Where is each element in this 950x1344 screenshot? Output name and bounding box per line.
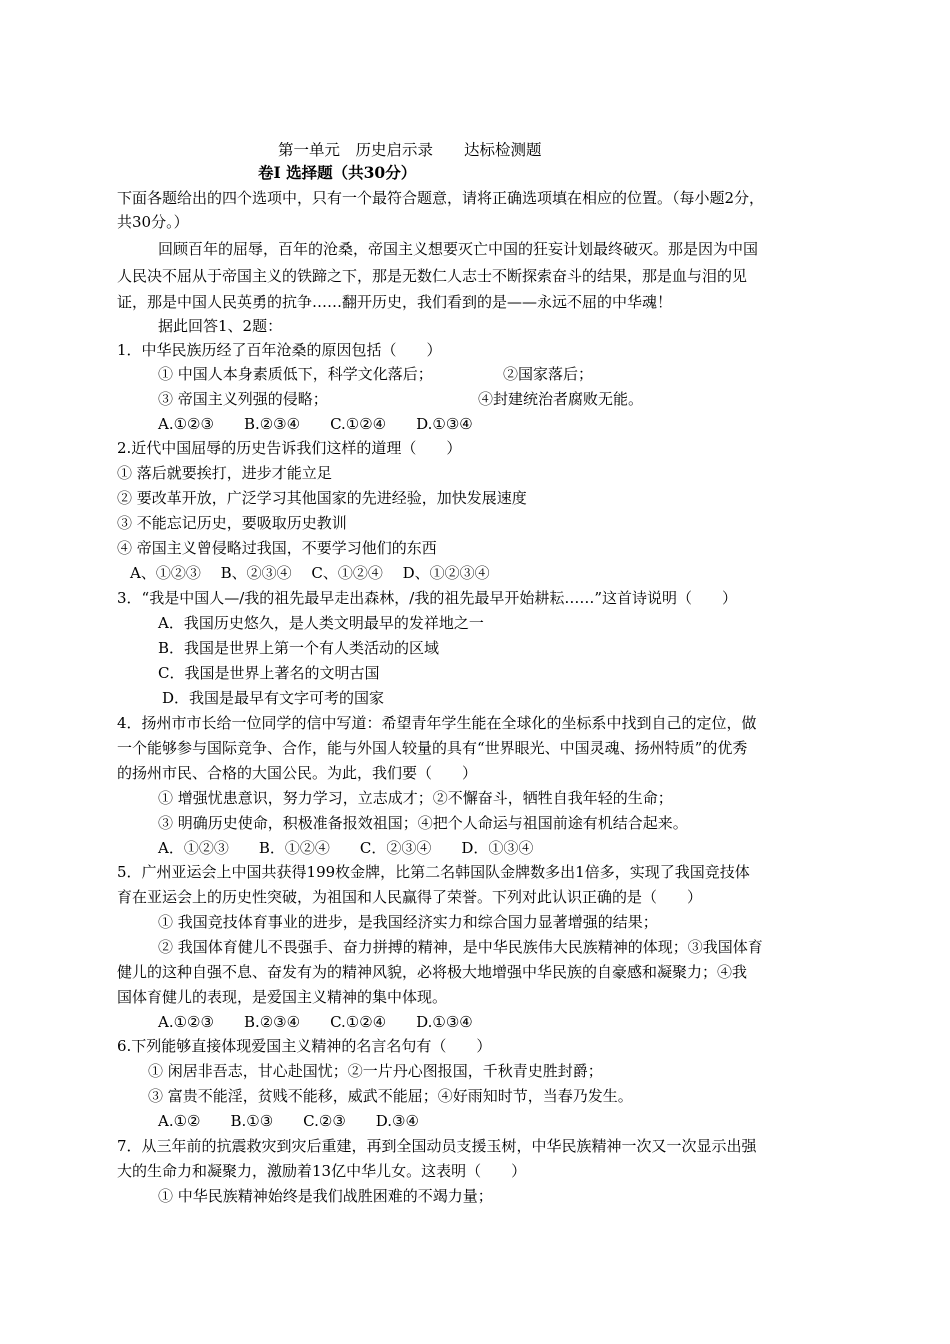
question-options: A.①②③ B.②③④ C.①②④ D.①③④ <box>158 415 473 433</box>
question-item: ① 中华民族精神始终是我们战胜困难的不竭力量； <box>158 1187 493 1205</box>
question-stem: 3．“我是中国人—/我的祖先最早走出森林，/我的祖先最早开始耕耘……”这首诗说明（ ） <box>117 589 737 607</box>
instructions-line: 下面各题给出的四个选项中，只有一个最符合题意，请将正确选项填在相应的位置。（每小题2分， <box>117 189 765 207</box>
question-item: ③ 明确历史使命，积极准备报效祖国；④把个人命运与祖国前途有机结合起来。 <box>158 814 688 832</box>
passage-line: 证，那是中国人民英勇的抗争……翻开历史，我们看到的是——永远不屈的中华魂！ <box>117 293 673 311</box>
question-item: 健儿的这种自强不息、奋发有为的精神风貌，必将极大地增强中华民族的自豪感和凝聚力；④我 <box>117 963 748 981</box>
question-stem: 大的生命力和凝聚力，激励着13亿中华儿女。这表明（ ） <box>117 1162 527 1180</box>
document-title: 第一单元 历史启示录 达标检测题 <box>278 141 542 159</box>
instructions-line: 共30分。） <box>117 213 189 231</box>
question-item: ③ 富贵不能淫，贫贱不能移，威武不能屈；④好雨知时节，当春乃发生。 <box>148 1087 633 1105</box>
question-stem: 5．广州亚运会上中国共获得199枚金牌，比第二名韩国队金牌数多出1倍多，实现了我国竞技体 <box>117 863 750 881</box>
question-item: ① 我国竞技体育事业的进步，是我国经济实力和综合国力显著增强的结果； <box>158 913 658 931</box>
question-options: A.①②③ B.②③④ C.①②④ D.①③④ <box>158 1013 473 1031</box>
question-stem: 2.近代中国屈辱的历史告诉我们这样的道理（ ） <box>117 439 462 457</box>
question-stem: 1．中华民族历经了百年沧桑的原因包括（ ） <box>117 341 442 359</box>
passage-line: 人民决不屈从于帝国主义的铁蹄之下，那是无数仁人志士不断探索奋斗的结果，那是血与泪的见 <box>117 267 748 285</box>
question-item: ② 我国体育健儿不畏强手、奋力拼搏的精神，是中华民族伟大民族精神的体现；③我国体育 <box>158 938 763 956</box>
question-item: ④封建统治者腐败无能。 <box>478 390 644 408</box>
question-options: A．①②③ B．①②④ C．②③④ D．①③④ <box>158 839 534 857</box>
question-stem: 4．扬州市市长给一位同学的信中写道：希望青年学生能在全球化的坐标系中找到自己的定位，做 <box>117 714 757 732</box>
question-option: B．我国是世界上第一个有人类活动的区域 <box>158 639 440 657</box>
question-options: A.①② B.①③ C.②③ D.③④ <box>158 1112 419 1130</box>
question-item: ② 要改革开放，广泛学习其他国家的先进经验，加快发展速度 <box>117 489 527 507</box>
question-options: A、①②③ B、②③④ C、①②④ D、①②③④ <box>130 564 490 582</box>
section-heading: 卷Ⅰ 选择题（共30分） <box>258 163 417 182</box>
question-item: ③ 帝国主义列强的侵略； <box>158 390 328 408</box>
question-item: 国体育健儿的表现，是爱国主义精神的集中体现。 <box>117 988 448 1006</box>
question-stem: 一个能够参与国际竞争、合作，能与外国人较量的具有“世界眼光、中国灵魂、扬州特质”的优秀 <box>117 739 748 757</box>
question-stem: 7．从三年前的抗震救灾到灾后重建，再到全国动员支援玉树，中华民族精神一次又一次显示出强 <box>117 1137 757 1155</box>
question-item: ① 中国人本身素质低下，科学文化落后； <box>158 365 433 383</box>
question-item: ④ 帝国主义曾侵略过我国，不要学习他们的东西 <box>117 539 437 557</box>
question-option: A．我国历史悠久，是人类文明最早的发祥地之一 <box>158 614 484 632</box>
question-item: ① 落后就要挨打，进步才能立足 <box>117 464 332 482</box>
question-option: C．我国是世界上著名的文明古国 <box>158 664 380 682</box>
question-stem: 育在亚运会上的历史性突破，为祖国和人民赢得了荣誉。下列对此认识正确的是（ ） <box>117 888 703 906</box>
question-stem: 的扬州市民、合格的大国公民。为此，我们要（ ） <box>117 764 478 782</box>
question-item: ① 增强忧患意识，努力学习，立志成才；②不懈奋斗，牺牲自我年轻的生命； <box>158 789 673 807</box>
question-option: D．我国是最早有文字可考的国家 <box>162 689 385 707</box>
passage-line: 回顾百年的屈辱，百年的沧桑，帝国主义想要灭亡中国的狂妄计划最终破灭。那是因为中国 <box>158 240 759 258</box>
question-item: ③ 不能忘记历史，要吸取历史教训 <box>117 514 347 532</box>
passage-line: 据此回答1、2题： <box>158 317 283 335</box>
question-item: ① 闲居非吾志，甘心赴国忧；②一片丹心图报国，千秋青史胜封爵； <box>148 1062 603 1080</box>
question-item: ②国家落后； <box>503 365 594 383</box>
question-stem: 6.下列能够直接体现爱国主义精神的名言名句有（ ） <box>117 1037 492 1055</box>
